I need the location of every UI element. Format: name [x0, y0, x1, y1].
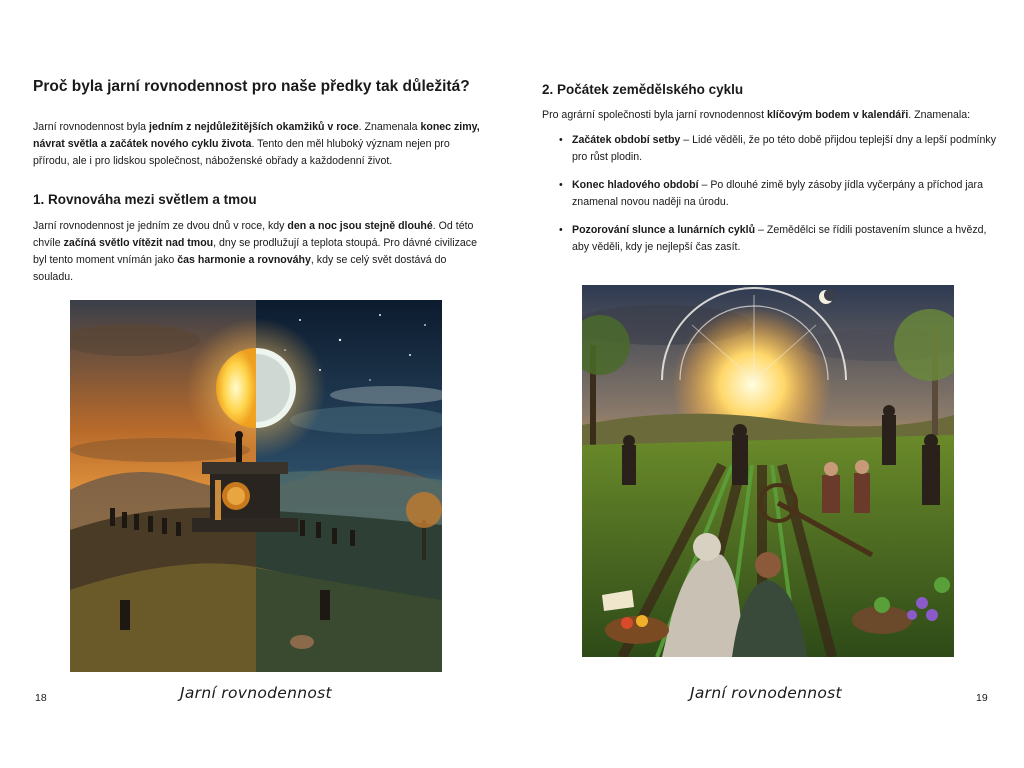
section-title-agriculture: 2. Počátek zemědělského cyklu — [542, 82, 744, 97]
list-item — [542, 222, 1002, 256]
list-item-text: – Zemědělci se řídili postavením slunce a hvězd, aby věděli, kdy je nejlepší čas zasít. — [572, 224, 987, 253]
list-item-text: – Lidé věděli, že po této době přijdou teplejší dny a lepší podmínky pro růst plodin. — [572, 134, 996, 163]
list-item-term: Konec hladového období — [572, 179, 699, 191]
bullet-icon: • — [559, 224, 563, 236]
agriculture-list — [542, 132, 1002, 267]
section-paragraph-balance: Jarní rovnodennost je jedním ze dvou dnů v roce, kdy den a noc jsou stejně dlouhé. Od této chvíle začíná světlo vítězit nad tmou, dny se prodlužují a teplota stoupá. Pro dávné civilizace byl tento moment vnímán jako čas harmonie a rovnováhy, kdy se celý svět dostává do souladu. — [33, 220, 477, 283]
intro-paragraph: Jarní rovnodennost byla jedním z nejdůležitějších okamžiků v roce. Znamenala konec zimy, návrat světla a začátek nového cyklu života. Tento den měl hluboký význam nejen pro přírodu, ale i pro lidskou společnost, náboženské obřady a každodenní život. — [33, 121, 480, 167]
caption-right: Jarní rovnodennost — [690, 684, 842, 702]
equinox-illustration — [70, 300, 442, 672]
agriculture-illustration — [582, 285, 954, 657]
bullet-icon: • — [559, 134, 563, 146]
list-item-term: Pozorování slunce a lunárních cyklů — [572, 224, 756, 236]
list-item — [542, 177, 1002, 211]
page-number-left: 18 — [35, 692, 47, 704]
section-title-balance: 1. Rovnováha mezi světlem a tmou — [33, 192, 257, 207]
list-item — [542, 132, 1002, 166]
caption-left: Jarní rovnodennost — [180, 684, 332, 702]
list-item-text: – Po dlouhé zimě byly zásoby jídla vyčerpány a příchod jara znamenal novou naději na úrodu. — [572, 179, 983, 208]
page-number-right: 19 — [976, 692, 988, 704]
list-item-term: Začátek období setby — [572, 134, 681, 146]
page-heading: Proč byla jarní rovnodennost pro naše předky tak důležitá? — [33, 78, 470, 95]
agriculture-intro: Pro agrární společnosti byla jarní rovnodennost klíčovým bodem v kalendáři. Znamenala: — [542, 109, 971, 121]
bullet-icon: • — [559, 179, 563, 191]
right-page — [512, 0, 1024, 768]
